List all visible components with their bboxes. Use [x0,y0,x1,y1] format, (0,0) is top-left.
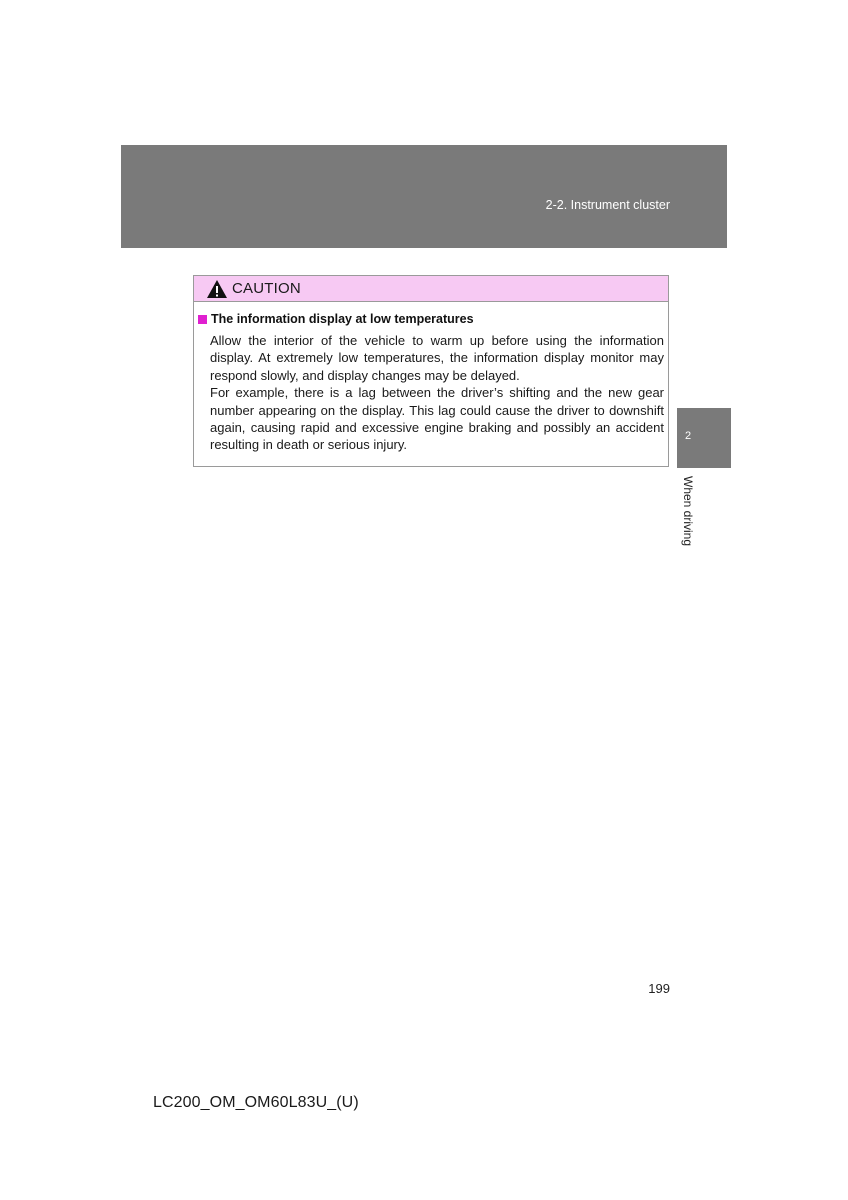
warning-triangle-icon [206,279,228,299]
caution-item-heading [198,312,664,326]
chapter-label: When driving [681,476,695,547]
caution-body [194,302,668,454]
caution-title: CAUTION [232,280,301,297]
chapter-number: 2 [685,430,692,442]
square-bullet-icon [198,315,207,324]
caution-header [194,276,668,302]
caution-paragraph: For example, there is a lag between the driver’s shifting and the new gear number appearing on the display. This lag could cause the driver to downshift again, causing rapid and excessive engine braking and possibly an accident resulting in death or serious injury. [210,385,664,453]
chapter-tab [677,408,731,468]
caution-box [193,275,669,467]
document-code: LC200_OM_OM60L83U_(U) [153,1094,359,1111]
caution-item-heading-text: The information display at low temperatures [211,312,474,326]
caution-item-text [210,332,664,454]
section-title: 2-2. Instrument cluster [545,198,670,212]
caution-paragraph: Allow the interior of the vehicle to warm up before using the information display. At extremely low temperatures, the information display monitor may respond slowly, and display changes may be delayed. [210,333,664,383]
header-bar [121,145,727,248]
page-number: 199 [648,981,670,996]
